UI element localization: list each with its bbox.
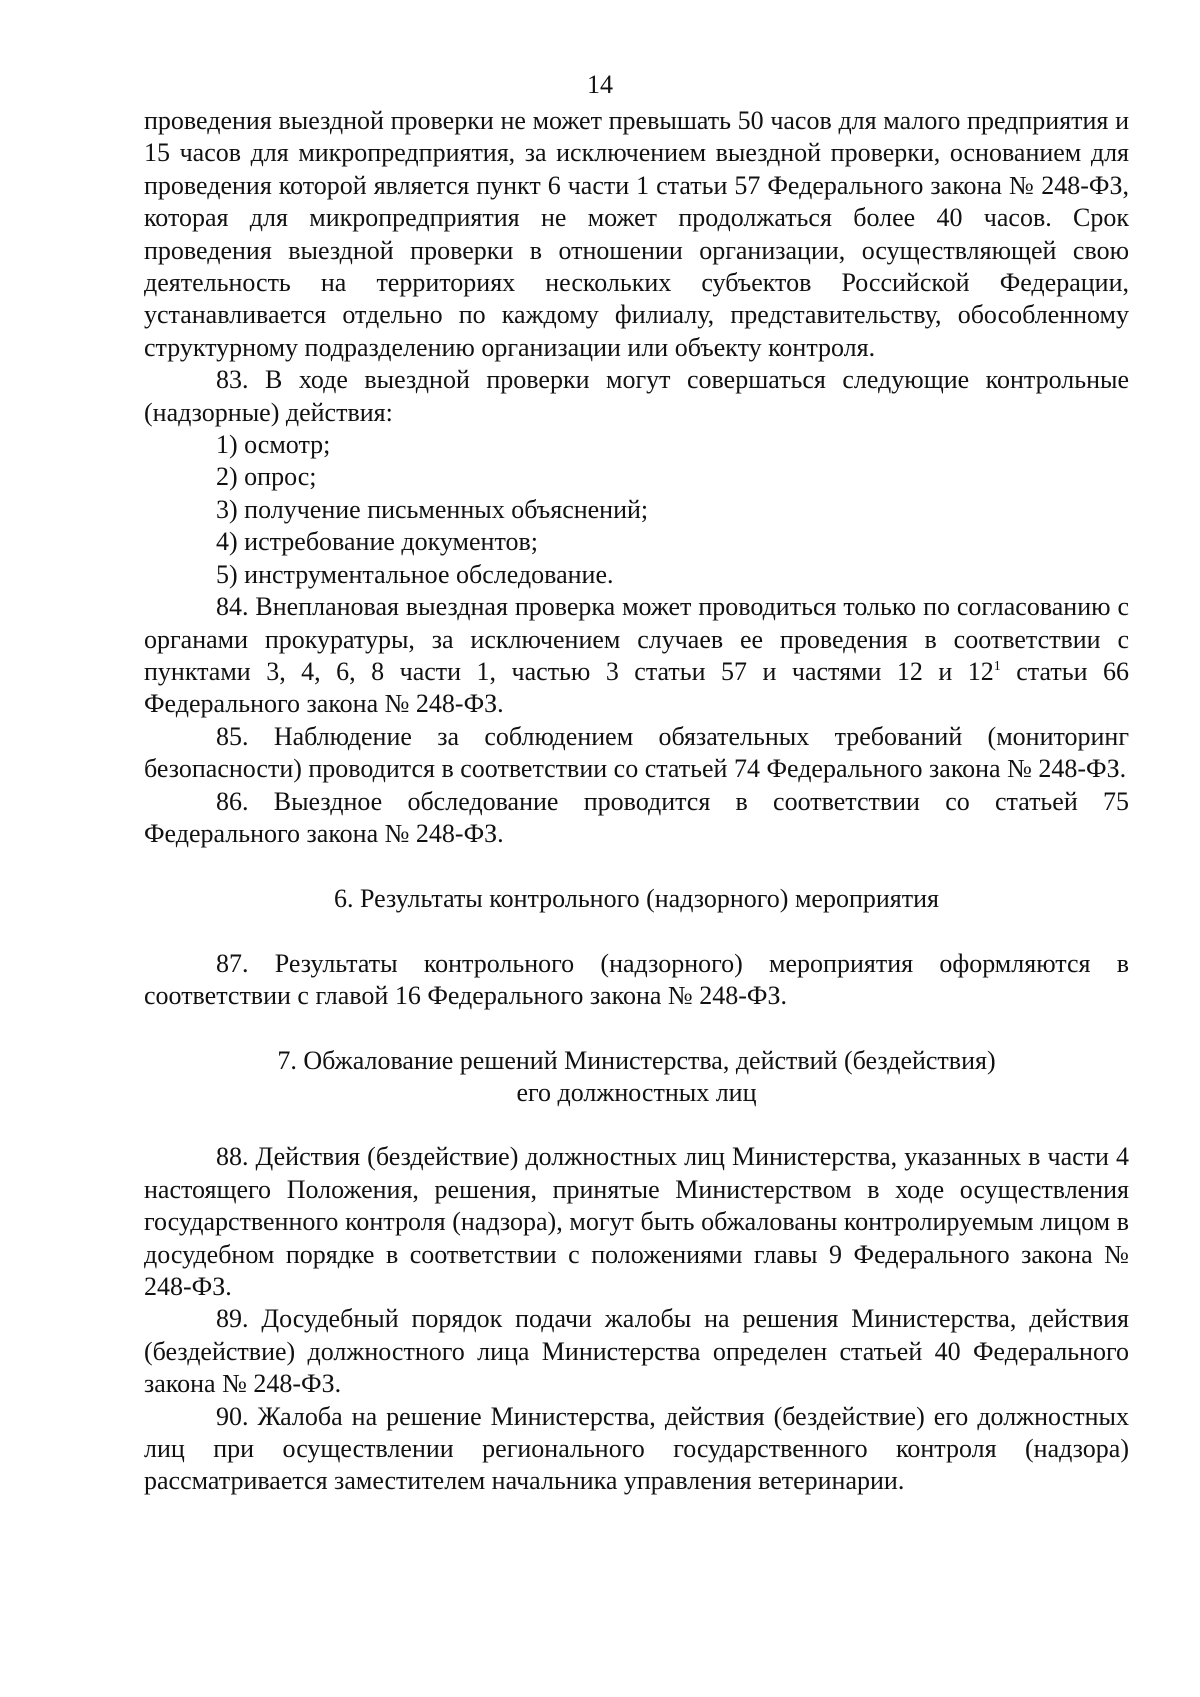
paragraph-88: 88. Действия (бездействие) должностных лиц Министерства, указанных в части 4 настоящего Положения, решения, принятые Министерством в ходе осуществления государственного контроля (надзора), могут быть обжалованы контролируемым лицом в досудебном порядке в соответствии с положениями главы 9 Федерального закона № 248-ФЗ. [144, 1142, 1129, 1301]
paragraph-89: 89. Досудебный порядок подачи жалобы на решения Министерства, действия (бездействие) должностного лица Министерства определен статьей 40 Федерального закона № 248-ФЗ. [144, 1304, 1129, 1399]
paragraph-84-text: 84. Внеплановая выездная проверка может проводиться только по согласованию с органами прокуратуры, за исключением случаев ее проведения в соответствии с пунктами 3, 4, 6, 8 части 1, частью 3 статьи 57 и частями 12 и 12 [144, 592, 1129, 686]
superscript: 1 [993, 658, 1001, 674]
paragraph-continuation: проведения выездной проверки не может превышать 50 часов для малого предприятия и 15 часов для микропредприятия, за исключением выездной проверки, основанием для проведения которой является пункт 6 части 1 статьи 57 Федерального закона № 248-ФЗ, которая для микропредприятия не может продолжаться более 40 часов. Срок проведения выездной проверки в отношении организации, осуществляющей свою деятельность на территориях нескольких субъектов Российской Федерации, устанавливается отдельно по каждому филиалу, представительству, обособленному структурному подразделению организации или объекту контроля. [144, 106, 1129, 362]
paragraph-84 [144, 591, 1129, 721]
list-item: 3) получение письменных объяснений; [216, 494, 649, 524]
document-body [144, 105, 1129, 1498]
paragraph-85: 85. Наблюдение за соблюдением обязательных требований (мониторинг безопасности) проводится в соответствии со статьей 74 Федерального закона № 248-ФЗ. [144, 721, 1129, 784]
list-item: 4) истребование документов; [216, 527, 538, 557]
paragraph-87: 87. Результаты контрольного (надзорного) мероприятия оформляются в соответствии с главой 16 Федерального закона № 248-ФЗ. [144, 948, 1129, 1011]
list-item: 1) осмотр; [216, 430, 331, 460]
paragraph-86: 86. Выездное обследование проводится в соответствии со статьей 75 Федерального закона № 248-ФЗ. [144, 786, 1129, 848]
paragraph-83: 83. В ходе выездной проверки могут совершаться следующие контрольные (надзорные) действия: [144, 365, 1129, 427]
section-heading-7: 7. Обжалование решений Министерства, действий (бездействия) его должностных лиц [277, 1045, 996, 1107]
list-item: 5) инструментальное обследование. [216, 559, 614, 589]
paragraph-90: 90. Жалоба на решение Министерства, действия (бездействие) его должностных лиц при осуществлении регионального государственного контроля (надзора) рассматривается заместителем начальника управления ветеринарии. [144, 1401, 1129, 1496]
page-number: 14 [587, 70, 613, 99]
paragraph-84-tail: статьи 66 Федерального закона № 248-ФЗ. [144, 656, 1129, 719]
section-heading-6: 6. Результаты контрольного (надзорного) мероприятия [334, 884, 939, 914]
list-item: 2) опрос; [216, 462, 317, 492]
